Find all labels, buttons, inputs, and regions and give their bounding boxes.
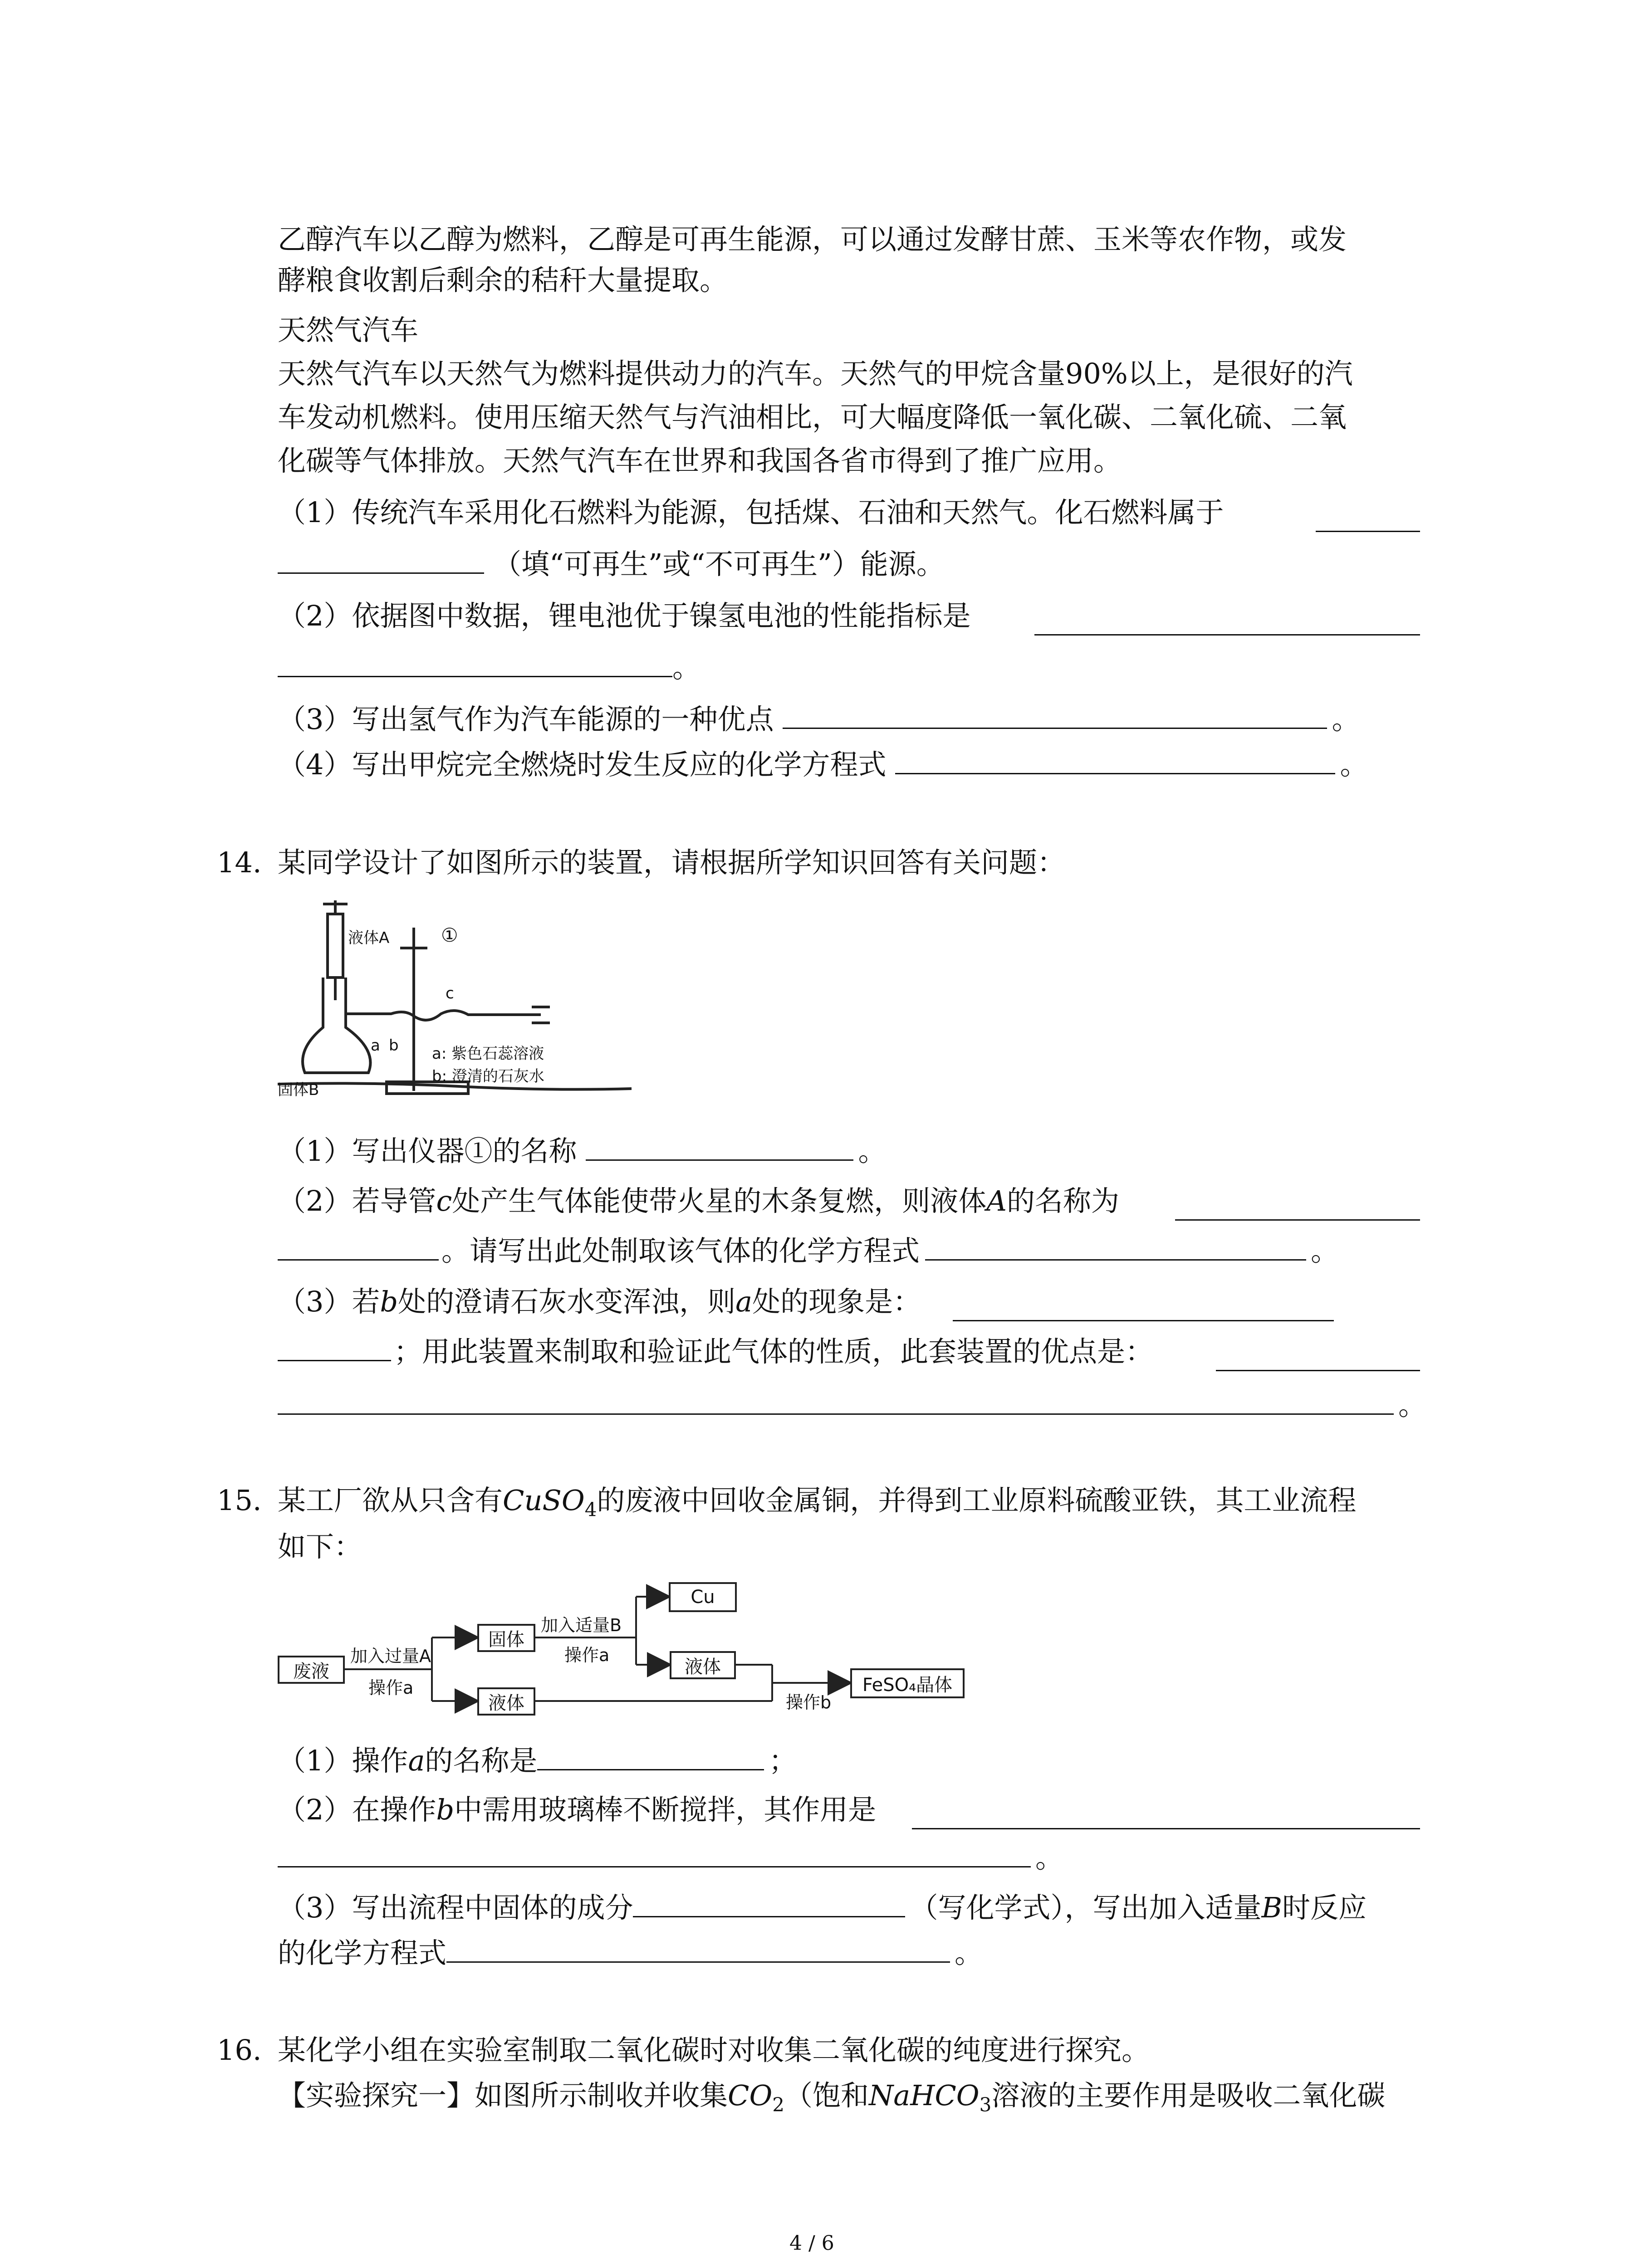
- legend-a: a: 紫色石蕊溶液: [432, 1045, 544, 1063]
- flow-chart: [278, 1574, 1026, 1733]
- q13-part2-line2: 。: [278, 650, 700, 686]
- q14-number: 14.: [217, 846, 262, 879]
- q13-part4-blank[interactable]: [895, 747, 1335, 774]
- q15-part2-blank-b[interactable]: [278, 1840, 1031, 1867]
- q15-stem-line2: 如下：: [278, 1530, 362, 1563]
- q14-part3-line1: （3）若b处的澄请石灰水变浑浊，则a处的现象是：: [278, 1285, 921, 1318]
- legend-b: b: 澄清的石灰水: [432, 1067, 544, 1085]
- q14-part2-line1: （2）若导管c处产生气体能使带火星的木条复燃，则液体A的名称为: [278, 1184, 1119, 1217]
- q15-part2-blank-a[interactable]: [912, 1802, 1420, 1829]
- q14-part1: （1）写出仪器①的名称 。: [278, 1133, 886, 1169]
- q13-part1-line2: （填“可再生”或“不可再生”）能源。: [278, 546, 945, 582]
- q14-part3-blank-d[interactable]: [278, 1387, 1394, 1415]
- syringe-barrel: [328, 914, 343, 978]
- q15-stem: 某工厂欲从只含有CuSO$_4$的废液中回收金属铜，并得到工业原料硫酸亚铁，其工业流程: [278, 1484, 1357, 1521]
- q13-part2-blank-b[interactable]: [278, 650, 672, 677]
- label-b: b: [389, 1036, 399, 1055]
- q15-part3-line2: 的化学方程式 。: [278, 1935, 983, 1971]
- q14-part1-blank[interactable]: [586, 1133, 853, 1161]
- flow-label-add-a: 加入过量A: [350, 1646, 431, 1666]
- q14-part2-blank-b[interactable]: [278, 1233, 439, 1261]
- q15-part1-blank[interactable]: [537, 1743, 764, 1770]
- q14-part3-line3: 。: [278, 1387, 1426, 1423]
- flow-box-cu: Cu: [669, 1582, 737, 1612]
- flow-label-add-b: 加入适量B: [541, 1615, 622, 1635]
- q15-part2-line1: （2）在操作b中需用玻璃棒不断搅拌，其作用是: [278, 1793, 877, 1826]
- apparatus-figure: [278, 900, 632, 1100]
- q13-part2-blank-a[interactable]: [1034, 608, 1420, 635]
- flow-label-op-a-2: 操作a: [564, 1645, 610, 1665]
- q15-part1: （1）操作a的名称是 ；: [278, 1743, 797, 1779]
- q16-experiment-line: 【实验探究一】如图所示制收并收集$CO_2$（饱和NaHCO$_3$溶液的主要作用是吸收二氧化碳: [278, 2079, 1386, 2116]
- passage-line-2: 酵粮食收割后剩余的秸秆大量提取。: [278, 264, 728, 297]
- q16-stem: 某化学小组在实验室制取二氧化碳时对收集二氧化碳的纯度进行探究。: [278, 2033, 1150, 2067]
- label-liquid-a: 液体A: [348, 929, 390, 947]
- q13-part1-line1: （1）传统汽车采用化石燃料为能源，包括煤、石油和天然气。化石燃料属于: [278, 496, 1224, 529]
- q15-part3-line1: （3）写出流程中固体的成分 （写化学式），写出加入适量B时反应: [278, 1890, 1367, 1926]
- label-solid-b: 固体B: [278, 1081, 319, 1099]
- q14-part3-line2: ；用此装置来制取和验证此气体的性质，此套装置的优点是：: [278, 1334, 1153, 1370]
- flow-box-liquid-2: 液体: [670, 1651, 736, 1679]
- q15-part3-blank-b[interactable]: [446, 1935, 950, 1963]
- q13-part2-line1: （2）依据图中数据，锂电池优于镍氢电池的性能指标是: [278, 599, 971, 632]
- flow-label-op-a-1: 操作a: [368, 1678, 414, 1698]
- flow-box-waste: 废液: [278, 1656, 345, 1684]
- q13-part1-blank-b[interactable]: [278, 546, 484, 574]
- q14-part2-blank-a[interactable]: [1175, 1193, 1420, 1221]
- passage-line-4: 天然气汽车以天然气为燃料提供动力的汽车。天然气的甲烷含量90%以上，是很好的汽: [278, 357, 1353, 390]
- passage-line-5: 车发动机燃料。使用压缩天然气与汽油相比，可大幅度降低一氧化碳、二氧化硫、二氧: [278, 401, 1347, 434]
- q13-part4: （4）写出甲烷完全燃烧时发生反应的化学方程式 。: [278, 747, 1368, 783]
- q15-number: 15.: [217, 1484, 262, 1517]
- q13-part1-blank-a[interactable]: [1316, 504, 1420, 532]
- q16-number: 16.: [217, 2033, 262, 2067]
- q15-part3-blank-a[interactable]: [633, 1890, 905, 1917]
- q14-part3-blank-b[interactable]: [278, 1334, 391, 1361]
- q14-part3-blank-c[interactable]: [1216, 1344, 1420, 1371]
- q13-part3: （3）写出氢气作为汽车能源的一种优点 。: [278, 701, 1360, 738]
- label-circle-1: ①: [441, 924, 458, 946]
- q14-part2-blank-c[interactable]: [925, 1233, 1306, 1261]
- flow-box-solid: 固体: [477, 1624, 535, 1652]
- q14-stem: 某同学设计了如图所示的装置，请根据所学知识回答有关问题：: [278, 846, 1066, 879]
- q14-part2-line2: 。请写出此处制取该气体的化学方程式 。: [278, 1233, 1339, 1269]
- label-a: a: [371, 1036, 380, 1055]
- flow-box-feso4: FeSO₄晶体: [850, 1668, 965, 1698]
- page-number: 4 / 6: [789, 2232, 834, 2255]
- q14-part3-blank-a[interactable]: [953, 1294, 1334, 1321]
- label-c: c: [446, 984, 454, 1002]
- q13-part3-blank[interactable]: [783, 701, 1327, 729]
- passage-subheading: 天然气汽车: [278, 313, 419, 347]
- flow-box-liquid-1: 液体: [477, 1687, 535, 1716]
- q15-part2-line2: 。: [278, 1840, 1063, 1876]
- passage-line-1: 乙醇汽车以乙醇为燃料，乙醇是可再生能源，可以通过发酵甘蔗、玉米等农作物，或发: [278, 223, 1347, 256]
- delivery-tube: [346, 1011, 541, 1020]
- flow-label-op-b: 操作b: [786, 1692, 832, 1712]
- passage-line-6: 化碳等气体排放。天然气汽车在世界和我国各省市得到了推广应用。: [278, 444, 1122, 477]
